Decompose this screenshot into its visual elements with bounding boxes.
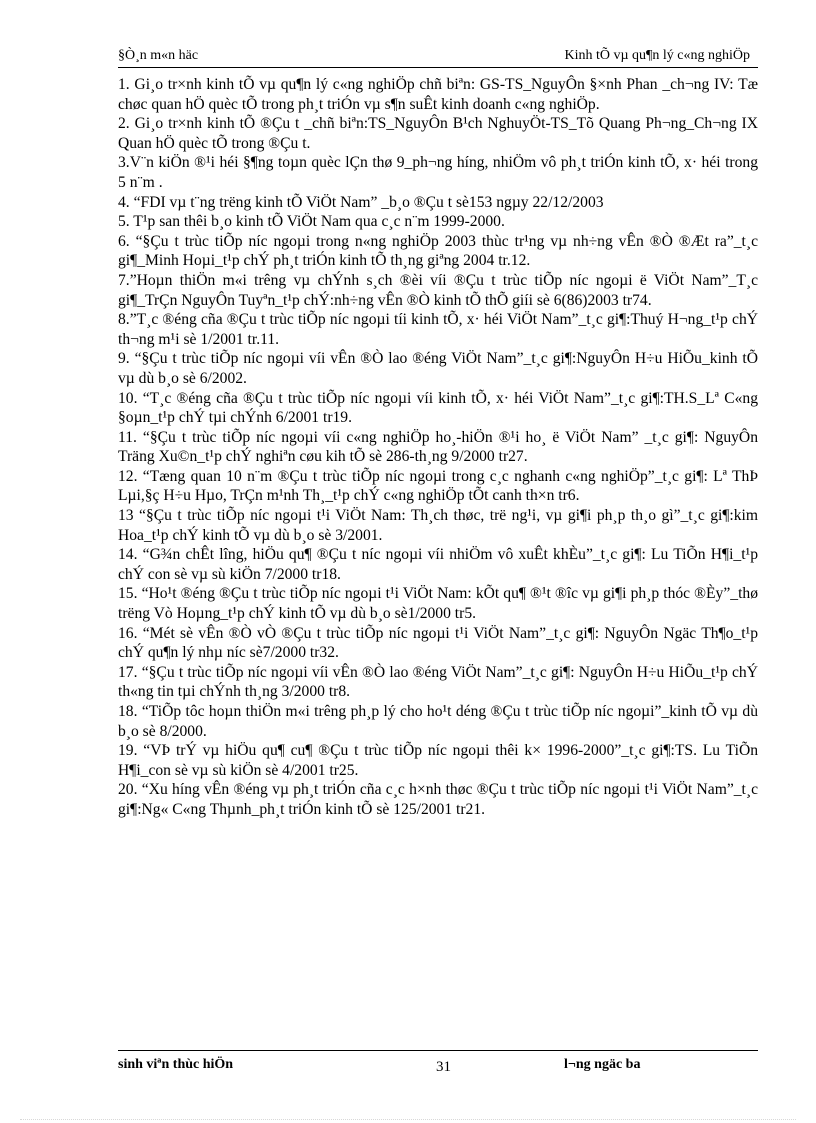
reference-item: 11. “§Çu t trùc tiÕp níc ngoµi víi c«ng nghiÖp ho¸-hiÖn ®¹i ho¸ ë ViÖt Nam” _t¸c gi¶: NguyÔn Träng Xu©n_t¹p chÝ nghiªn cøu kih tÕ sè 286-th¸ng 9/2000 tr27. <box>118 428 758 466</box>
reference-item: 3.V¨n kiÖn ®¹i héi §¶ng toµn quèc lÇn thø 9_ph¬ng híng, nhiÖm vô ph¸t triÓn kinh tÕ, x· héi trong 5 n¨m . <box>118 154 758 191</box>
header-divider <box>118 67 758 68</box>
reference-item: 10. “T¸c ®éng cña ®Çu t trùc tiÕp níc ngoµi víi kinh tÕ, x· héi ViÖt Nam”_t¸c gi¶:TH.S_Lª C«ng §oµn_t¹p chÝ tµi chÝnh 6/2001 tr19. <box>118 389 758 427</box>
reference-item: 15. “Ho¹t ®éng ®Çu t trùc tiÕp níc ngoµi t¹i ViÖt Nam: kÕt qu¶ ®¹t ®îc vµ gi¶i ph¸p thóc ®Èy”_thø trëng Vò Hoµng_t¹p chÝ kinh tÕ vµ dù b¸o sè1/2000 tr5. <box>118 585 758 623</box>
reference-item: 19. “VÞ trÝ vµ hiÖu qu¶ cu¶ ®Çu t trùc tiÕp níc ngoµi thêi k× 1996-2000”_t¸c gi¶:TS. Lu TiÕn H¶i_con sè vµ sù kiÖn sè 4/2001 tr25. <box>118 742 758 779</box>
reference-item: 12. “Tæng quan 10 n¨m ®Çu t trùc tiÕp níc ngoµi trong c¸c nghanh c«ng nghiÖp”_t¸c gi¶: Lª ThÞ Lµi,§ç H÷u Hµo, TrÇn m¹nh Th¸_t¹p chÝ c«ng nghiÖp tÕt canh th×n tr6. <box>118 467 758 505</box>
reference-item: 18. “TiÕp tôc hoµn thiÖn m«i trêng ph¸p lý cho ho¹t déng ®Çu t trùc tiÕp níc ngoµi”_kinh tÕ vµ dù b¸o sè 8/2000. <box>118 703 758 740</box>
reference-item: 13 “§Çu t trùc tiÕp níc ngoµi t¹i ViÖt Nam: Th¸ch thøc, trë ng¹i, vµ gi¶i ph¸p th¸o gì”_t¸c gi¶:kim Hoa_t¹p chÝ kinh tÕ vµ dù b¸o sè 3/2001. <box>118 507 758 544</box>
reference-item: 1. Gi¸o tr×nh kinh tÕ vµ qu¶n lý c«ng nghiÖp chñ biªn: GS-TS_NguyÔn §×nh Phan _ch¬ng IV: Tæ chøc quan hÖ quèc tÕ trong ph¸t triÓn vµ s¶n suÊt kinh doanh c«ng nghiÖp. <box>118 76 758 113</box>
reference-item: 14. “G¾n chÊt lîng, hiÖu qu¶ ®Çu t níc ngoµi víi nhiÖm vô xuÊt khÈu”_t¸c gi¶: Lu TiÕn H¶i_t¹p chÝ con sè vµ sù kiÖn 7/2000 tr18. <box>118 546 758 583</box>
page-bottom-edge <box>20 1119 796 1120</box>
footer-author-label: sinh viªn thùc hiÖn <box>118 1057 234 1072</box>
reference-item: 8.”T¸c ®éng cña ®Çu t trùc tiÕp níc ngoµi tíi kinh tÕ, x· héi ViÖt Nam”_t¸c gi¶:Thuý H¬ng_t¹p chÝ th¬ng m¹i sè 1/2001 tr.11. <box>118 311 758 348</box>
reference-item: 9. “§Çu t trùc tiÕp níc ngoµi víi vÊn ®Ò lao ®éng ViÖt Nam”_t¸c gi¶:NguyÔn H÷u HiÕu_kinh tÕ vµ dù b¸o sè 6/2002. <box>118 350 758 387</box>
reference-item: 20. “Xu híng vÊn ®éng vµ ph¸t triÓn cña c¸c h×nh thøc ®Çu t trùc tiÕp níc ngoµi t¹i ViÖt Nam”_t¸c gi¶:Ng« C«ng Thµnh_ph¸t triÓn kinh tÕ sè 125/2001 tr21. <box>118 781 758 818</box>
page-footer <box>118 1057 758 1077</box>
reference-item: 4. “FDI vµ t¨ng trëng kinh tÕ ViÖt Nam” _b¸o ®Çu t sè153 ngµy 22/12/2003 <box>118 193 604 211</box>
reference-list <box>118 75 758 820</box>
reference-item: 17. “§Çu t trùc tiÕp níc ngoµi víi vÊn ®Ò lao ®éng ViÖt Nam”_t¸c gi¶: NguyÔn H÷u HiÕu_t¹p chÝ th«ng tin tµi chÝnh th¸ng 3/2000 tr8. <box>118 663 758 701</box>
reference-item: 6. “§Çu t trùc tiÕp níc ngoµi trong n«ng nghiÖp 2003 thùc tr¹ng vµ nh÷ng vÊn ®Ò ®Æt ra”_t¸c gi¶_Minh Hoµi_t¹p chÝ ph¸t triÓn kinh tÕ th¸ng giªng 2004 tr.12. <box>118 232 758 270</box>
header-course-title: Kinh tÕ vµ qu¶n lý c«ng nghiÖp <box>564 48 750 63</box>
reference-item: 7.”Hoµn thiÖn m«i trêng vµ chÝnh s¸ch ®èi víi ®Çu t trùc tiÕp níc ngoµi ë ViÖt Nam”_T¸c gi¶_TrÇn NguyÔn Tuyªn_t¹p chÝ:nh÷ng vÊn ®Ò kinh tÕ thÕ giíi sè 6(86)2003 tr74. <box>118 271 758 309</box>
reference-item: 5. T¹p san thêi b¸o kinh tÕ ViÖt Nam qua c¸c n¨m 1999-2000. <box>118 213 505 231</box>
reference-item: 16. “Mét sè vÊn ®Ò vÒ ®Çu t trùc tiÕp níc ngoµi t¹i ViÖt Nam”_t¸c gi¶: NguyÔn Ngäc Th¶o_t¹p chÝ qu¶n lý nhµ níc sè7/2000 tr32. <box>118 624 758 662</box>
reference-item: 2. Gi¸o tr×nh kinh tÕ ®Çu t _chñ biªn:TS_NguyÔn B¹ch NghuyÖt-TS_Tõ Quang Ph¬ng_Ch¬ng IX Quan hÖ quèc tÕ trong ®Çu t. <box>118 115 758 152</box>
footer-author-name: l¬ng ngäc ba <box>564 1057 641 1072</box>
page-header <box>118 48 758 68</box>
page-number: 31 <box>436 1059 451 1075</box>
header-subject: §Ò¸n m«n häc <box>118 48 199 63</box>
footer-divider <box>118 1050 758 1051</box>
